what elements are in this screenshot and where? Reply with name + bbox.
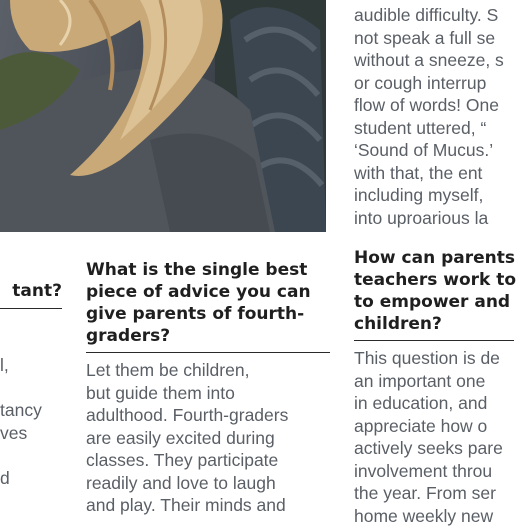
answer-line: appreciate how o bbox=[354, 415, 514, 438]
question-line: What is the single best bbox=[86, 259, 330, 281]
question-line: piece of advice you can bbox=[86, 281, 330, 303]
answer-line: involvement throu bbox=[354, 460, 514, 483]
question-line: children? bbox=[354, 313, 514, 335]
answer-line bbox=[0, 444, 42, 467]
answer-left bbox=[0, 354, 42, 489]
question-heading bbox=[354, 247, 514, 335]
column-middle bbox=[86, 232, 330, 517]
answer-line bbox=[0, 377, 42, 400]
answer-line: in education, and bbox=[354, 392, 514, 415]
answer-line: not speak a full se bbox=[354, 27, 514, 50]
column-left-partial bbox=[0, 232, 62, 512]
answer-line: or cough interrup bbox=[354, 72, 514, 95]
answer-line: actively seeks pare bbox=[354, 437, 514, 460]
answer-line: This question is de bbox=[354, 347, 514, 370]
answer-body bbox=[354, 347, 514, 527]
answer-line: d bbox=[0, 467, 42, 490]
answer-line: student uttered, “ bbox=[354, 117, 514, 140]
portrait-illustration bbox=[0, 0, 326, 232]
question-left bbox=[12, 280, 62, 302]
answer-line: audible difficulty. S bbox=[354, 4, 514, 27]
answer-line: readily and love to laugh bbox=[86, 472, 330, 495]
question-line: teachers work to bbox=[354, 269, 514, 291]
answer-line: with that, the ent bbox=[354, 162, 514, 185]
question-rule bbox=[86, 352, 330, 353]
answer-body bbox=[86, 359, 330, 517]
answer-line: the year. From ser bbox=[354, 482, 514, 505]
question-rule bbox=[354, 340, 514, 341]
answer-line: Let them be children, bbox=[86, 359, 330, 382]
question-line: give parents of fourth- bbox=[86, 303, 330, 325]
question-heading bbox=[86, 259, 330, 347]
question-rule bbox=[0, 308, 62, 309]
answer-line: home weekly new bbox=[354, 505, 514, 527]
answer-line: are easily excited during bbox=[86, 427, 330, 450]
answer-line: ‘Sound of Mucus.’ bbox=[354, 139, 514, 162]
question-line: How can parents bbox=[354, 247, 514, 269]
answer-line: into uproarious la bbox=[354, 207, 514, 230]
answer-line: but guide them into bbox=[86, 382, 330, 405]
answer-line: flow of words! One bbox=[354, 94, 514, 117]
answer-line: adulthood. Fourth-graders bbox=[86, 404, 330, 427]
answer-line: classes. They participate bbox=[86, 449, 330, 472]
answer-line: tancy bbox=[0, 399, 42, 422]
question-line: graders? bbox=[86, 325, 330, 347]
answer-line: and play. Their minds and bbox=[86, 494, 330, 517]
answer-line: l, bbox=[0, 354, 42, 377]
answer-line: without a sneeze, s bbox=[354, 49, 514, 72]
answer-continued bbox=[354, 4, 514, 229]
question-line: to empower and bbox=[354, 291, 514, 313]
portrait-photo bbox=[0, 0, 326, 232]
answer-line: ves bbox=[0, 422, 42, 445]
answer-line: including myself, bbox=[354, 184, 514, 207]
question-line: tant? bbox=[12, 280, 62, 302]
column-right-partial bbox=[354, 0, 514, 512]
answer-line: an important one bbox=[354, 370, 514, 393]
